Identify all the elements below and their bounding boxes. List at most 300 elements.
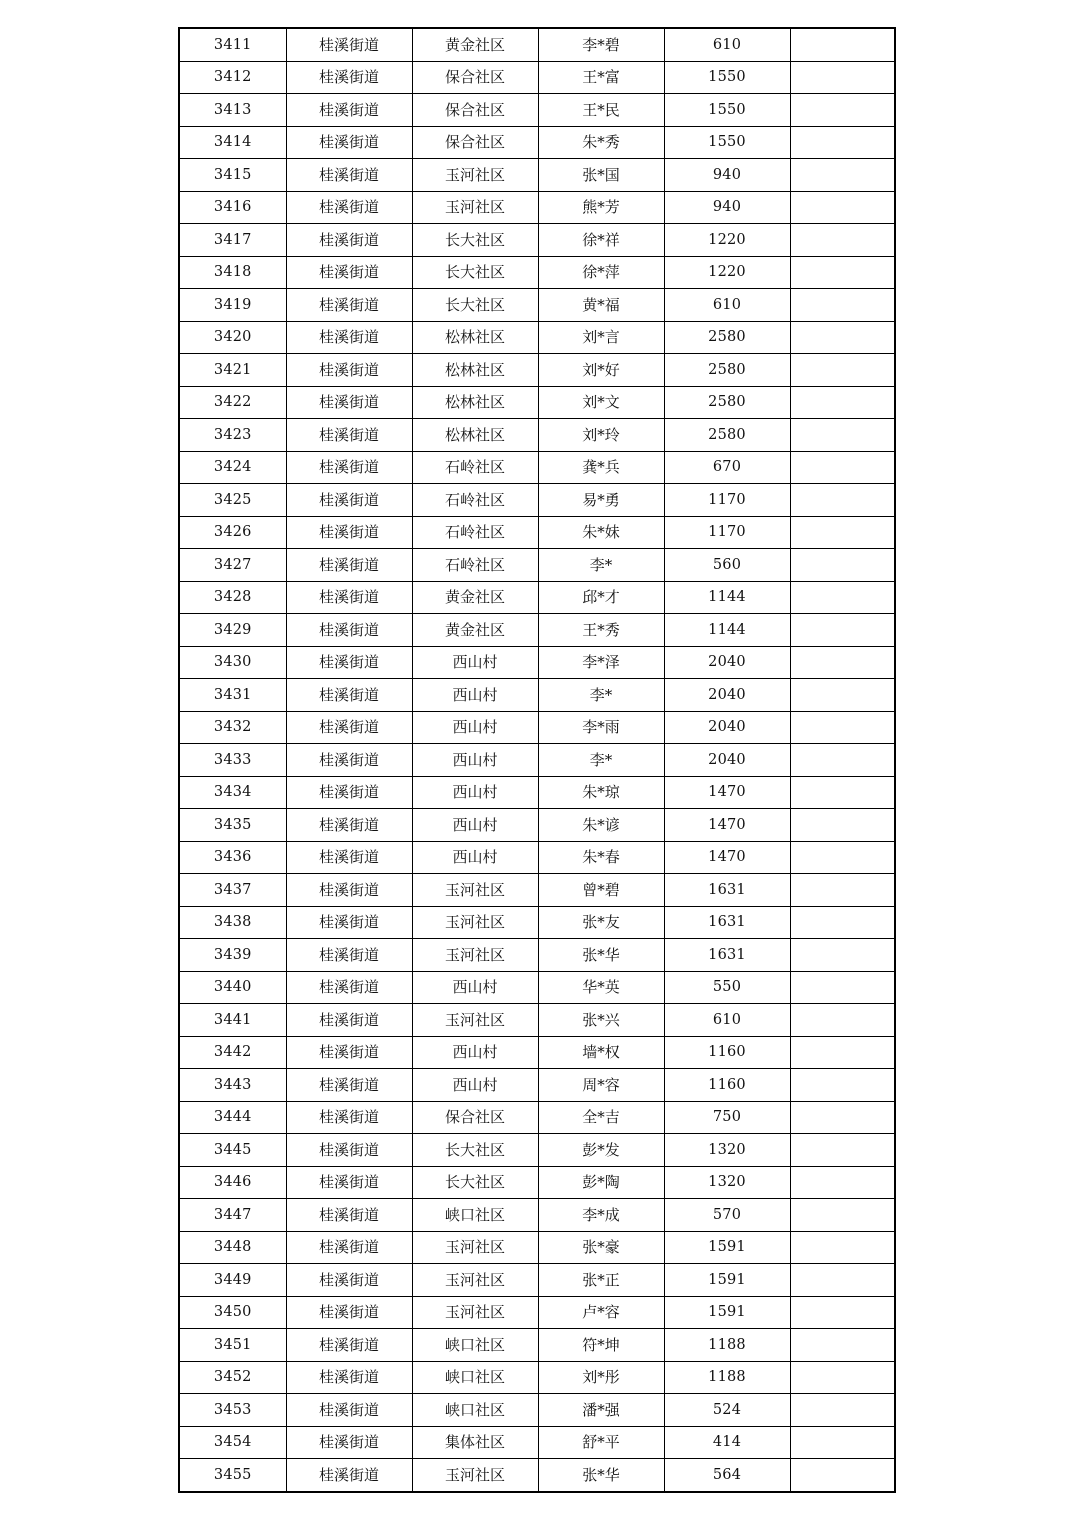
table-row xyxy=(179,224,895,257)
table-row xyxy=(179,1361,895,1394)
amount-cell: 1470 xyxy=(664,841,790,874)
street-cell: 桂溪街道 xyxy=(286,516,412,549)
name-cell: 华*英 xyxy=(538,971,664,1004)
community-cell: 集体社区 xyxy=(412,1426,538,1459)
community-cell: 松林社区 xyxy=(412,419,538,452)
name-cell: 卢*容 xyxy=(538,1296,664,1329)
amount-cell: 610 xyxy=(664,28,790,61)
amount-cell: 2580 xyxy=(664,354,790,387)
note-cell xyxy=(790,191,895,224)
table-row xyxy=(179,841,895,874)
table-row xyxy=(179,711,895,744)
note-cell xyxy=(790,1361,895,1394)
name-cell: 朱*春 xyxy=(538,841,664,874)
serial-number-cell: 3414 xyxy=(179,126,286,159)
amount-cell: 2040 xyxy=(664,744,790,777)
roster-table-body xyxy=(179,28,895,1492)
name-cell: 朱*秀 xyxy=(538,126,664,159)
name-cell: 彭*陶 xyxy=(538,1166,664,1199)
street-cell: 桂溪街道 xyxy=(286,1199,412,1232)
serial-number-cell: 3419 xyxy=(179,289,286,322)
street-cell: 桂溪街道 xyxy=(286,1004,412,1037)
serial-number-cell: 3411 xyxy=(179,28,286,61)
serial-number-cell: 3449 xyxy=(179,1264,286,1297)
table-row xyxy=(179,321,895,354)
street-cell: 桂溪街道 xyxy=(286,1361,412,1394)
note-cell xyxy=(790,1199,895,1232)
name-cell: 王*民 xyxy=(538,94,664,127)
street-cell: 桂溪街道 xyxy=(286,484,412,517)
table-row xyxy=(179,1199,895,1232)
street-cell: 桂溪街道 xyxy=(286,1134,412,1167)
street-cell: 桂溪街道 xyxy=(286,1166,412,1199)
table-row xyxy=(179,419,895,452)
street-cell: 桂溪街道 xyxy=(286,744,412,777)
street-cell: 桂溪街道 xyxy=(286,906,412,939)
table-row xyxy=(179,386,895,419)
note-cell xyxy=(790,549,895,582)
serial-number-cell: 3420 xyxy=(179,321,286,354)
name-cell: 周*容 xyxy=(538,1069,664,1102)
community-cell: 松林社区 xyxy=(412,321,538,354)
amount-cell: 2580 xyxy=(664,386,790,419)
amount-cell: 610 xyxy=(664,289,790,322)
serial-number-cell: 3424 xyxy=(179,451,286,484)
street-cell: 桂溪街道 xyxy=(286,971,412,1004)
amount-cell: 1591 xyxy=(664,1296,790,1329)
community-cell: 西山村 xyxy=(412,679,538,712)
street-cell: 桂溪街道 xyxy=(286,61,412,94)
amount-cell: 524 xyxy=(664,1394,790,1427)
table-row xyxy=(179,1166,895,1199)
amount-cell: 1550 xyxy=(664,126,790,159)
community-cell: 玉河社区 xyxy=(412,1296,538,1329)
name-cell: 朱*琼 xyxy=(538,776,664,809)
amount-cell: 1591 xyxy=(664,1231,790,1264)
table-row xyxy=(179,679,895,712)
serial-number-cell: 3447 xyxy=(179,1199,286,1232)
note-cell xyxy=(790,321,895,354)
serial-number-cell: 3453 xyxy=(179,1394,286,1427)
serial-number-cell: 3436 xyxy=(179,841,286,874)
amount-cell: 2040 xyxy=(664,646,790,679)
community-cell: 长大社区 xyxy=(412,289,538,322)
community-cell: 保合社区 xyxy=(412,126,538,159)
name-cell: 张*华 xyxy=(538,939,664,972)
community-cell: 西山村 xyxy=(412,711,538,744)
name-cell: 朱*谚 xyxy=(538,809,664,842)
community-cell: 保合社区 xyxy=(412,61,538,94)
serial-number-cell: 3428 xyxy=(179,581,286,614)
community-cell: 西山村 xyxy=(412,1036,538,1069)
note-cell xyxy=(790,1329,895,1362)
amount-cell: 1631 xyxy=(664,939,790,972)
serial-number-cell: 3418 xyxy=(179,256,286,289)
street-cell: 桂溪街道 xyxy=(286,94,412,127)
name-cell: 龚*兵 xyxy=(538,451,664,484)
community-cell: 峡口社区 xyxy=(412,1361,538,1394)
amount-cell: 1188 xyxy=(664,1361,790,1394)
note-cell xyxy=(790,1069,895,1102)
name-cell: 舒*平 xyxy=(538,1426,664,1459)
note-cell xyxy=(790,1004,895,1037)
name-cell: 李*碧 xyxy=(538,28,664,61)
note-cell xyxy=(790,1166,895,1199)
note-cell xyxy=(790,224,895,257)
table-row xyxy=(179,126,895,159)
amount-cell: 2040 xyxy=(664,711,790,744)
serial-number-cell: 3441 xyxy=(179,1004,286,1037)
amount-cell: 564 xyxy=(664,1459,790,1492)
street-cell: 桂溪街道 xyxy=(286,1459,412,1492)
table-row xyxy=(179,256,895,289)
community-cell: 长大社区 xyxy=(412,224,538,257)
note-cell xyxy=(790,484,895,517)
street-cell: 桂溪街道 xyxy=(286,1231,412,1264)
table-row xyxy=(179,516,895,549)
community-cell: 松林社区 xyxy=(412,354,538,387)
amount-cell: 1550 xyxy=(664,94,790,127)
roster-table xyxy=(178,27,896,1493)
serial-number-cell: 3423 xyxy=(179,419,286,452)
amount-cell: 1591 xyxy=(664,1264,790,1297)
community-cell: 保合社区 xyxy=(412,1101,538,1134)
street-cell: 桂溪街道 xyxy=(286,451,412,484)
table-row xyxy=(179,874,895,907)
name-cell: 符*坤 xyxy=(538,1329,664,1362)
serial-number-cell: 3430 xyxy=(179,646,286,679)
community-cell: 玉河社区 xyxy=(412,1459,538,1492)
table-row xyxy=(179,354,895,387)
street-cell: 桂溪街道 xyxy=(286,1264,412,1297)
street-cell: 桂溪街道 xyxy=(286,256,412,289)
note-cell xyxy=(790,841,895,874)
street-cell: 桂溪街道 xyxy=(286,1296,412,1329)
serial-number-cell: 3433 xyxy=(179,744,286,777)
name-cell: 邱*才 xyxy=(538,581,664,614)
street-cell: 桂溪街道 xyxy=(286,419,412,452)
name-cell: 刘*玲 xyxy=(538,419,664,452)
table-row xyxy=(179,289,895,322)
street-cell: 桂溪街道 xyxy=(286,711,412,744)
street-cell: 桂溪街道 xyxy=(286,1426,412,1459)
street-cell: 桂溪街道 xyxy=(286,191,412,224)
amount-cell: 1320 xyxy=(664,1134,790,1167)
table-row xyxy=(179,1459,895,1492)
amount-cell: 1144 xyxy=(664,614,790,647)
note-cell xyxy=(790,1426,895,1459)
name-cell: 张*国 xyxy=(538,159,664,192)
serial-number-cell: 3448 xyxy=(179,1231,286,1264)
community-cell: 玉河社区 xyxy=(412,1264,538,1297)
community-cell: 长大社区 xyxy=(412,1134,538,1167)
serial-number-cell: 3442 xyxy=(179,1036,286,1069)
note-cell xyxy=(790,516,895,549)
note-cell xyxy=(790,354,895,387)
amount-cell: 1144 xyxy=(664,581,790,614)
name-cell: 易*勇 xyxy=(538,484,664,517)
table-row xyxy=(179,939,895,972)
community-cell: 西山村 xyxy=(412,776,538,809)
name-cell: 刘*言 xyxy=(538,321,664,354)
name-cell: 李* xyxy=(538,679,664,712)
table-row xyxy=(179,1296,895,1329)
community-cell: 石岭社区 xyxy=(412,549,538,582)
table-row xyxy=(179,191,895,224)
table-row xyxy=(179,1004,895,1037)
amount-cell: 940 xyxy=(664,159,790,192)
table-row xyxy=(179,1264,895,1297)
serial-number-cell: 3451 xyxy=(179,1329,286,1362)
name-cell: 张*正 xyxy=(538,1264,664,1297)
note-cell xyxy=(790,744,895,777)
table-row xyxy=(179,28,895,61)
street-cell: 桂溪街道 xyxy=(286,289,412,322)
name-cell: 刘*彤 xyxy=(538,1361,664,1394)
amount-cell: 2580 xyxy=(664,321,790,354)
amount-cell: 1470 xyxy=(664,809,790,842)
community-cell: 长大社区 xyxy=(412,1166,538,1199)
street-cell: 桂溪街道 xyxy=(286,581,412,614)
serial-number-cell: 3446 xyxy=(179,1166,286,1199)
serial-number-cell: 3438 xyxy=(179,906,286,939)
community-cell: 西山村 xyxy=(412,971,538,1004)
name-cell: 张*兴 xyxy=(538,1004,664,1037)
street-cell: 桂溪街道 xyxy=(286,776,412,809)
community-cell: 玉河社区 xyxy=(412,906,538,939)
amount-cell: 610 xyxy=(664,1004,790,1037)
serial-number-cell: 3422 xyxy=(179,386,286,419)
name-cell: 熊*芳 xyxy=(538,191,664,224)
community-cell: 玉河社区 xyxy=(412,1004,538,1037)
note-cell xyxy=(790,1134,895,1167)
table-row xyxy=(179,744,895,777)
note-cell xyxy=(790,256,895,289)
street-cell: 桂溪街道 xyxy=(286,28,412,61)
name-cell: 李*雨 xyxy=(538,711,664,744)
note-cell xyxy=(790,94,895,127)
community-cell: 西山村 xyxy=(412,744,538,777)
serial-number-cell: 3412 xyxy=(179,61,286,94)
street-cell: 桂溪街道 xyxy=(286,874,412,907)
street-cell: 桂溪街道 xyxy=(286,159,412,192)
note-cell xyxy=(790,419,895,452)
community-cell: 西山村 xyxy=(412,841,538,874)
serial-number-cell: 3452 xyxy=(179,1361,286,1394)
name-cell: 张*华 xyxy=(538,1459,664,1492)
table-row xyxy=(179,646,895,679)
table-row xyxy=(179,971,895,1004)
serial-number-cell: 3413 xyxy=(179,94,286,127)
table-row xyxy=(179,1101,895,1134)
amount-cell: 2040 xyxy=(664,679,790,712)
amount-cell: 570 xyxy=(664,1199,790,1232)
amount-cell: 414 xyxy=(664,1426,790,1459)
community-cell: 松林社区 xyxy=(412,386,538,419)
serial-number-cell: 3426 xyxy=(179,516,286,549)
name-cell: 全*吉 xyxy=(538,1101,664,1134)
table-row xyxy=(179,1036,895,1069)
name-cell: 李* xyxy=(538,549,664,582)
street-cell: 桂溪街道 xyxy=(286,841,412,874)
table-row xyxy=(179,94,895,127)
community-cell: 西山村 xyxy=(412,809,538,842)
name-cell: 王*秀 xyxy=(538,614,664,647)
street-cell: 桂溪街道 xyxy=(286,1329,412,1362)
name-cell: 刘*文 xyxy=(538,386,664,419)
serial-number-cell: 3434 xyxy=(179,776,286,809)
street-cell: 桂溪街道 xyxy=(286,809,412,842)
amount-cell: 1160 xyxy=(664,1036,790,1069)
table-row xyxy=(179,1134,895,1167)
name-cell: 黄*福 xyxy=(538,289,664,322)
street-cell: 桂溪街道 xyxy=(286,646,412,679)
community-cell: 峡口社区 xyxy=(412,1394,538,1427)
street-cell: 桂溪街道 xyxy=(286,126,412,159)
table-row xyxy=(179,776,895,809)
street-cell: 桂溪街道 xyxy=(286,1036,412,1069)
amount-cell: 1220 xyxy=(664,224,790,257)
serial-number-cell: 3437 xyxy=(179,874,286,907)
note-cell xyxy=(790,159,895,192)
community-cell: 长大社区 xyxy=(412,256,538,289)
serial-number-cell: 3421 xyxy=(179,354,286,387)
name-cell: 王*富 xyxy=(538,61,664,94)
name-cell: 刘*好 xyxy=(538,354,664,387)
name-cell: 张*豪 xyxy=(538,1231,664,1264)
street-cell: 桂溪街道 xyxy=(286,549,412,582)
serial-number-cell: 3454 xyxy=(179,1426,286,1459)
street-cell: 桂溪街道 xyxy=(286,354,412,387)
amount-cell: 1220 xyxy=(664,256,790,289)
table-row xyxy=(179,906,895,939)
community-cell: 西山村 xyxy=(412,646,538,679)
serial-number-cell: 3445 xyxy=(179,1134,286,1167)
name-cell: 李*成 xyxy=(538,1199,664,1232)
amount-cell: 670 xyxy=(664,451,790,484)
serial-number-cell: 3444 xyxy=(179,1101,286,1134)
name-cell: 朱*妹 xyxy=(538,516,664,549)
name-cell: 曾*碧 xyxy=(538,874,664,907)
street-cell: 桂溪街道 xyxy=(286,614,412,647)
serial-number-cell: 3439 xyxy=(179,939,286,972)
street-cell: 桂溪街道 xyxy=(286,1101,412,1134)
community-cell: 石岭社区 xyxy=(412,484,538,517)
name-cell: 张*友 xyxy=(538,906,664,939)
amount-cell: 1550 xyxy=(664,61,790,94)
street-cell: 桂溪街道 xyxy=(286,1069,412,1102)
serial-number-cell: 3425 xyxy=(179,484,286,517)
name-cell: 彭*发 xyxy=(538,1134,664,1167)
amount-cell: 1631 xyxy=(664,906,790,939)
note-cell xyxy=(790,809,895,842)
amount-cell: 550 xyxy=(664,971,790,1004)
table-row xyxy=(179,1069,895,1102)
note-cell xyxy=(790,614,895,647)
serial-number-cell: 3435 xyxy=(179,809,286,842)
note-cell xyxy=(790,1459,895,1492)
note-cell xyxy=(790,451,895,484)
street-cell: 桂溪街道 xyxy=(286,224,412,257)
table-row xyxy=(179,484,895,517)
table-row xyxy=(179,581,895,614)
table-row xyxy=(179,61,895,94)
note-cell xyxy=(790,906,895,939)
serial-number-cell: 3440 xyxy=(179,971,286,1004)
note-cell xyxy=(790,1264,895,1297)
note-cell xyxy=(790,711,895,744)
amount-cell: 1170 xyxy=(664,484,790,517)
note-cell xyxy=(790,1296,895,1329)
amount-cell: 1470 xyxy=(664,776,790,809)
note-cell xyxy=(790,1036,895,1069)
serial-number-cell: 3450 xyxy=(179,1296,286,1329)
name-cell: 李*泽 xyxy=(538,646,664,679)
amount-cell: 560 xyxy=(664,549,790,582)
note-cell xyxy=(790,126,895,159)
serial-number-cell: 3431 xyxy=(179,679,286,712)
serial-number-cell: 3416 xyxy=(179,191,286,224)
community-cell: 玉河社区 xyxy=(412,874,538,907)
community-cell: 玉河社区 xyxy=(412,159,538,192)
serial-number-cell: 3455 xyxy=(179,1459,286,1492)
table-row xyxy=(179,1394,895,1427)
community-cell: 西山村 xyxy=(412,1069,538,1102)
street-cell: 桂溪街道 xyxy=(286,386,412,419)
community-cell: 石岭社区 xyxy=(412,516,538,549)
name-cell: 墙*权 xyxy=(538,1036,664,1069)
community-cell: 玉河社区 xyxy=(412,939,538,972)
serial-number-cell: 3443 xyxy=(179,1069,286,1102)
note-cell xyxy=(790,679,895,712)
note-cell xyxy=(790,1101,895,1134)
community-cell: 保合社区 xyxy=(412,94,538,127)
amount-cell: 1170 xyxy=(664,516,790,549)
serial-number-cell: 3432 xyxy=(179,711,286,744)
amount-cell: 1160 xyxy=(664,1069,790,1102)
note-cell xyxy=(790,776,895,809)
table-row xyxy=(179,549,895,582)
community-cell: 峡口社区 xyxy=(412,1329,538,1362)
community-cell: 峡口社区 xyxy=(412,1199,538,1232)
table-row xyxy=(179,1426,895,1459)
street-cell: 桂溪街道 xyxy=(286,939,412,972)
note-cell xyxy=(790,939,895,972)
table-row xyxy=(179,159,895,192)
note-cell xyxy=(790,1231,895,1264)
community-cell: 玉河社区 xyxy=(412,1231,538,1264)
community-cell: 黄金社区 xyxy=(412,614,538,647)
table-row xyxy=(179,809,895,842)
community-cell: 玉河社区 xyxy=(412,191,538,224)
note-cell xyxy=(790,289,895,322)
community-cell: 黄金社区 xyxy=(412,28,538,61)
name-cell: 徐*萍 xyxy=(538,256,664,289)
table-row xyxy=(179,614,895,647)
community-cell: 黄金社区 xyxy=(412,581,538,614)
amount-cell: 2580 xyxy=(664,419,790,452)
table-row xyxy=(179,1329,895,1362)
amount-cell: 750 xyxy=(664,1101,790,1134)
amount-cell: 1188 xyxy=(664,1329,790,1362)
amount-cell: 1320 xyxy=(664,1166,790,1199)
table-row xyxy=(179,451,895,484)
note-cell xyxy=(790,874,895,907)
name-cell: 李* xyxy=(538,744,664,777)
street-cell: 桂溪街道 xyxy=(286,321,412,354)
amount-cell: 940 xyxy=(664,191,790,224)
street-cell: 桂溪街道 xyxy=(286,1394,412,1427)
